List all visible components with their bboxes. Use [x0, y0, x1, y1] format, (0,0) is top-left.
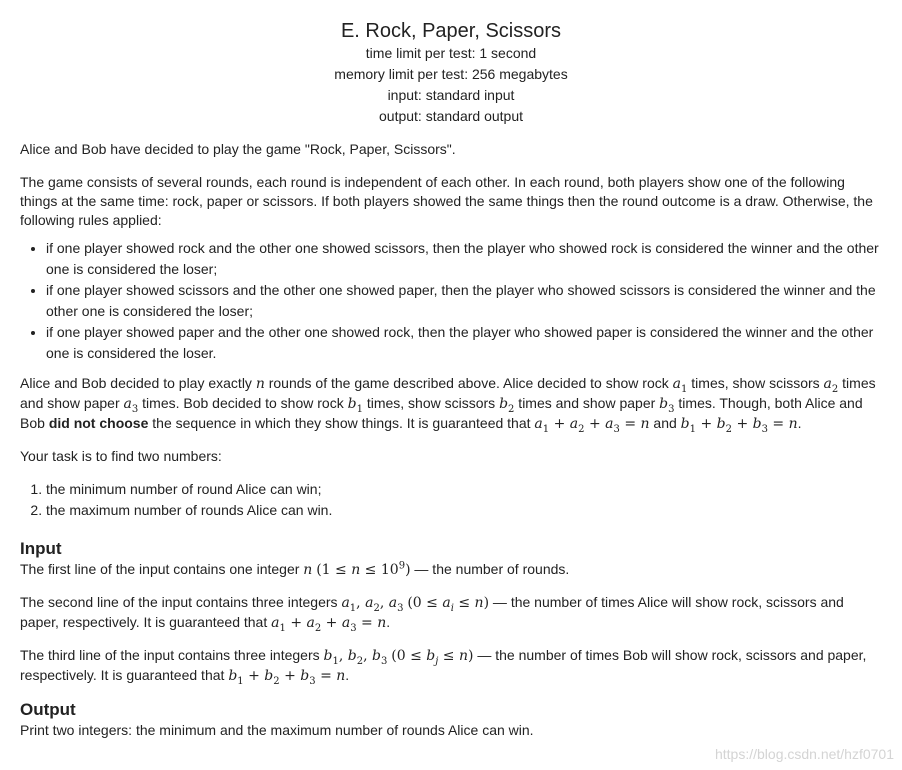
- watermark: https://blog.csdn.net/hzf0701: [714, 746, 894, 762]
- input-file: input: standard input: [387, 87, 515, 103]
- task-list: [20, 479, 882, 521]
- input-heading: Input: [20, 539, 62, 558]
- input-line-1: The first line of the input contains one integer n $(1 \le n \le 10^9)$ — the number of rounds.: [20, 560, 570, 578]
- game-description: The game consists of several rounds, each round is independent of each other. In each round, both players show one of the following things at the same time: rock, paper or scissors. If both players showed the same things then the round outcome is a draw. Otherwise, the following rules applied:: [20, 174, 873, 228]
- intro-paragraph: Alice and Bob have decided to play the game "Rock, Paper, Scissors".: [20, 141, 456, 157]
- task-item: 1. the minimum number of round Alice can win;: [46, 479, 882, 500]
- rules-list: [20, 238, 882, 364]
- memory-limit: memory limit per test: 256 megabytes: [334, 66, 568, 82]
- problem-statement: [20, 0, 882, 740]
- task-item: 2. the maximum number of rounds Alice can win.: [46, 500, 882, 521]
- rule-item: • if one player showed paper and the other one showed rock, then the player who showed paper is considered the winner and the other one is considered the loser.: [46, 322, 882, 364]
- problem-header: [20, 19, 882, 127]
- time-limit: time limit per test: 1 second: [365, 45, 537, 61]
- setup-paragraph: Alice and Bob decided to play exactly n rounds of the game described above. Alice decided to show rock $a_1$ times, show scissors $a_2$ times and show paper $a_3$ times. Bob decided to show rock $b_1$ times, show scissors $b_2$ times and show paper $b_3$ times. Though, both Alice and Bob did not choose the sequence in which they show things. It is guaranteed that $a_1 + a_2 + a_3 = n$ and $b_1 + b_2 + b_3 = n$.: [20, 375, 876, 435]
- rule-item: • if one player showed scissors and the other one showed paper, then the player who showed scissors is considered the winner and the other one is considered the loser;: [46, 280, 882, 322]
- input-line-2: The second line of the input contains three integers $a_1$, $a_2$, $a_3$ $(0 \le a_i \le n)$ — the number of times Alice will show rock, scissors and paper, respectively. It is guaranteed that $a_1 + a_2 + a_3 = n$.: [20, 594, 844, 634]
- output-file: output: standard output: [379, 108, 523, 124]
- problem-title: E. Rock, Paper, Scissors: [340, 20, 562, 42]
- output-heading: Output: [20, 700, 76, 719]
- emphasis: did not choose: [48, 415, 149, 431]
- task-paragraph: Your task is to find two numbers:: [20, 448, 222, 464]
- output-line: Print two integers: the minimum and the maximum number of rounds Alice can win.: [20, 722, 534, 738]
- input-line-3: The third line of the input contains three integers $b_1$, $b_2$, $b_3$ $(0 \le b_j \le n)$ — the number of times Bob will show rock, scissors and paper, respectively. It is guaranteed that $b_1 + b_2 + b_3 = n$.: [20, 647, 867, 687]
- rule-item: • if one player showed rock and the other one showed scissors, then the player who showed rock is considered the winner and the other one is considered the loser;: [46, 238, 882, 280]
